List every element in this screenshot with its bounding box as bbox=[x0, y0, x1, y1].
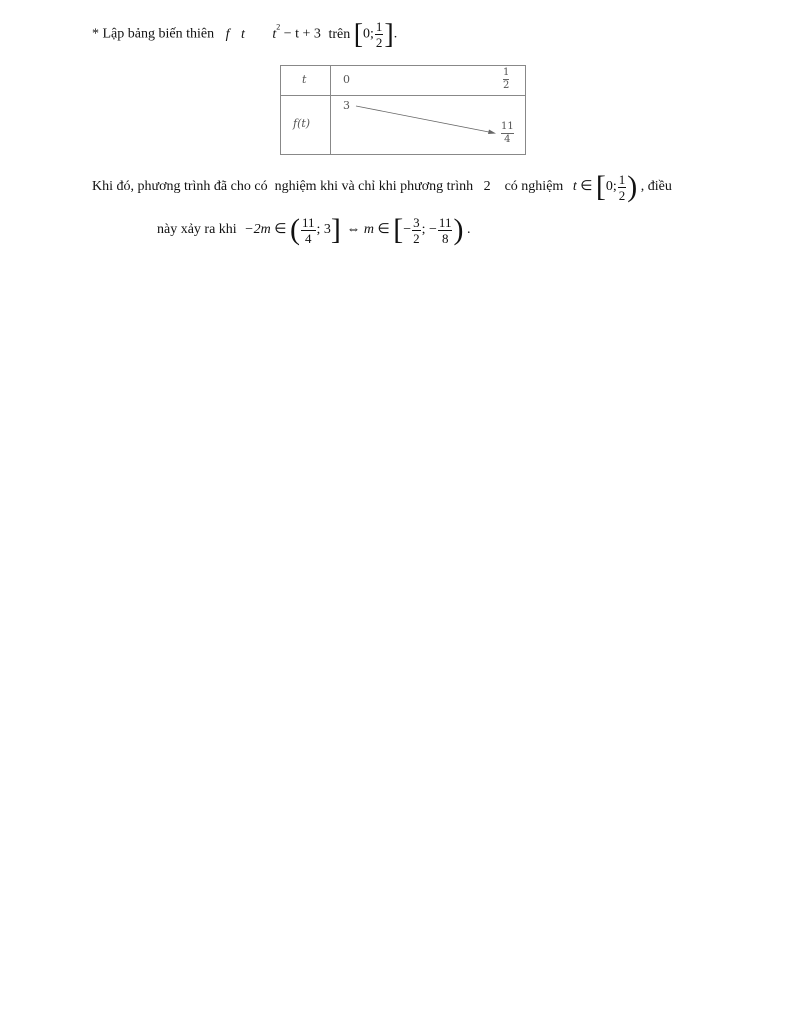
fraction-11-8: $\frac{11}{8}$ bbox=[438, 214, 452, 246]
t-start-value: 0 bbox=[343, 73, 350, 86]
t-base: t bbox=[272, 26, 277, 42]
tren-word: trên bbox=[328, 26, 351, 42]
exponent: 2 bbox=[276, 22, 281, 32]
statement-line-1 bbox=[92, 20, 397, 49]
condition-text: Khi đó, phương trình đã cho có nghiệm khi và chỉ khi phương trình 2 có nghiệm bbox=[92, 179, 564, 195]
element-of-symbol-2: ∈ bbox=[377, 222, 390, 238]
element-of-symbol: ∈ bbox=[580, 179, 593, 195]
interval-bracket-close: ] bbox=[330, 213, 341, 246]
function-name: f bbox=[225, 26, 230, 42]
arrow-head bbox=[488, 130, 496, 135]
statement-line-2 bbox=[92, 172, 672, 202]
fraction-3-2: $\frac{3}{2}$ bbox=[413, 214, 420, 246]
function-variable: t bbox=[240, 26, 245, 42]
interval-bracket-close: ) bbox=[627, 170, 638, 203]
decreasing-arrow bbox=[356, 106, 494, 133]
line-end: . bbox=[466, 222, 471, 238]
expression-minus-2m: −2m bbox=[244, 222, 271, 238]
interval-bracket-open: [ bbox=[595, 170, 606, 203]
line-end: , điều bbox=[640, 179, 672, 195]
interval-bracket-close: ] bbox=[384, 18, 394, 50]
variation-table bbox=[280, 65, 526, 155]
statement-line-3 bbox=[157, 215, 470, 245]
interval-bracket-open: [ bbox=[353, 18, 364, 50]
interval-left: 0; bbox=[363, 26, 374, 42]
expression-rest: − t + 3 bbox=[283, 26, 321, 42]
separator-3: ; 3 bbox=[316, 222, 331, 238]
row-label-t: t bbox=[302, 73, 307, 86]
variable-m: m bbox=[363, 222, 375, 238]
row-label-ft: f(t) bbox=[293, 117, 311, 130]
line-end: . bbox=[393, 26, 398, 42]
interval-bracket-open: ( bbox=[289, 213, 300, 246]
separator-2: ; − bbox=[421, 222, 437, 238]
condition-lead: này xảy ra khi bbox=[157, 222, 237, 238]
interval-left: 0; bbox=[605, 179, 617, 195]
variable-t: t bbox=[572, 179, 577, 195]
f-end-value: $\frac{11}{4}$ bbox=[501, 121, 514, 145]
intro-text: * Lập bảng biến thiên bbox=[92, 26, 215, 42]
minus-sign: − bbox=[403, 222, 412, 238]
element-of-symbol: ∈ bbox=[274, 222, 287, 238]
interval-bracket-close-2: ) bbox=[453, 213, 464, 246]
iff-symbol: ⇔ bbox=[346, 222, 361, 238]
f-start-value: 3 bbox=[343, 99, 350, 112]
interval-fraction: $\frac{1}{2}$ bbox=[618, 171, 626, 203]
t-end-value: $\frac{1}{2}$ bbox=[503, 67, 510, 91]
table-grid bbox=[280, 65, 526, 155]
interval-fraction: $\frac{1}{2}$ bbox=[375, 19, 383, 50]
fraction-11-4: $\frac{11}{4}$ bbox=[301, 214, 315, 246]
interval-bracket-open-2: [ bbox=[393, 213, 404, 246]
